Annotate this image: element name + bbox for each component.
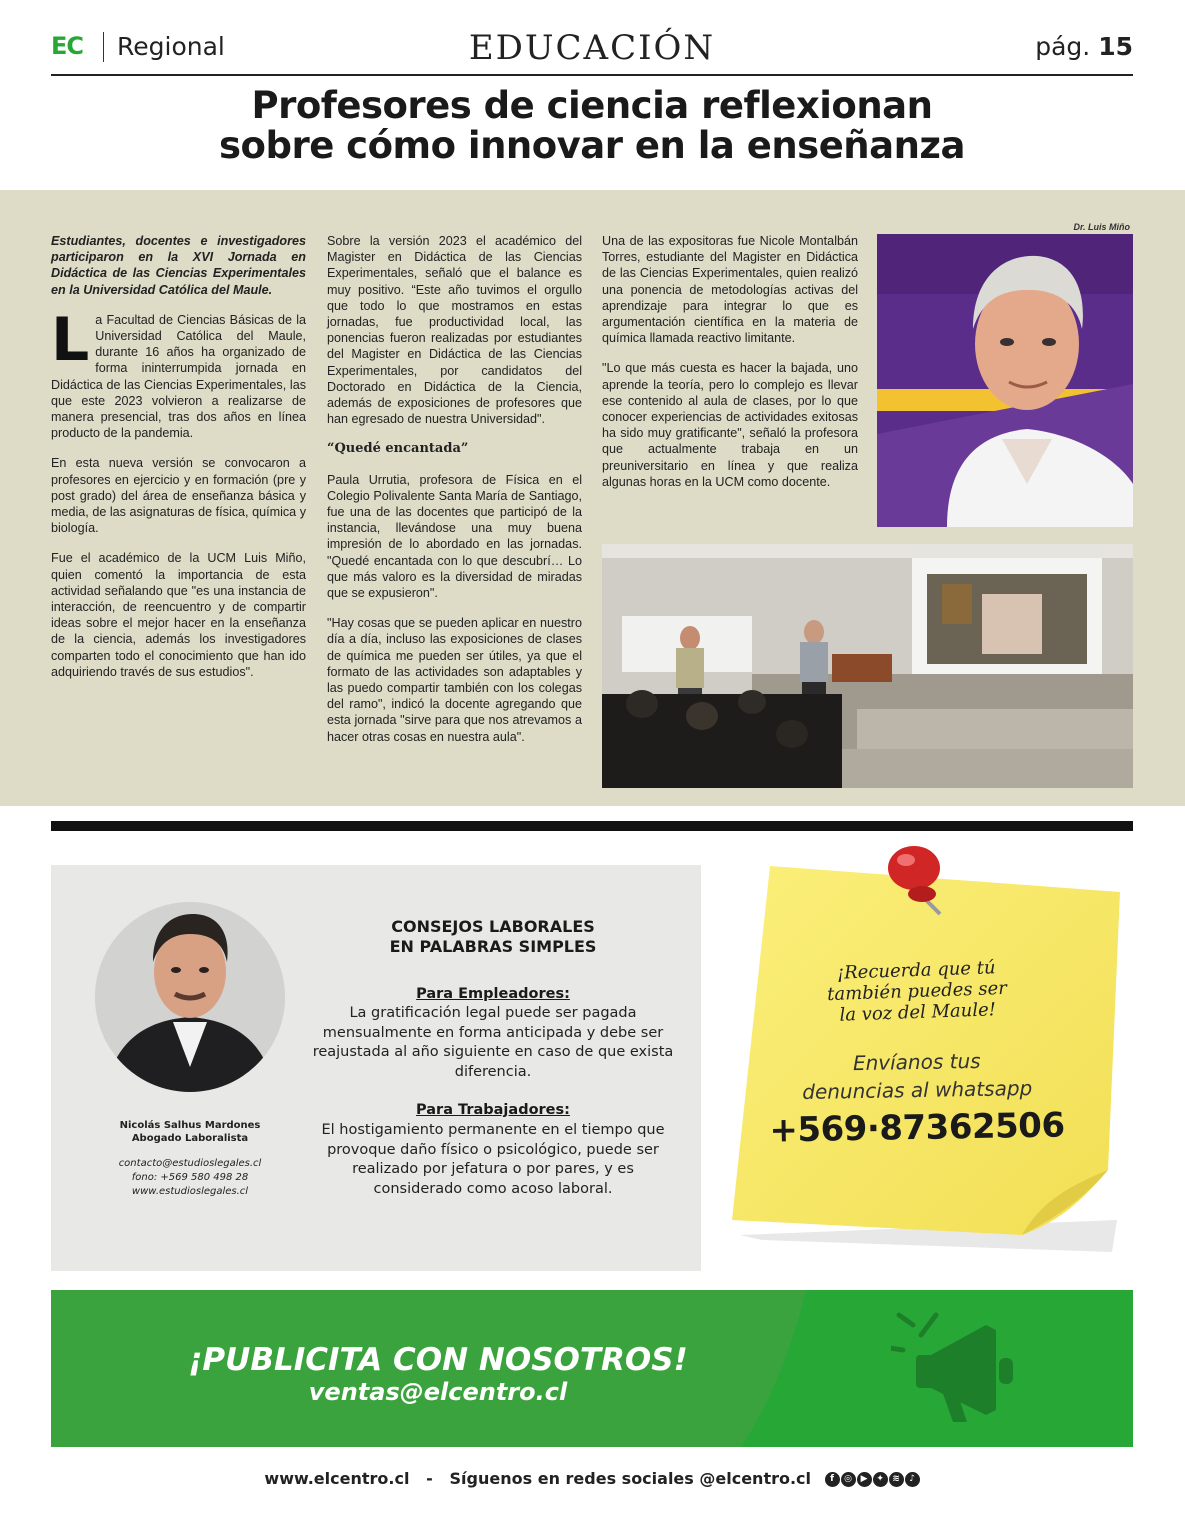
article-paragraph: Una de las expositoras fue Nicole Montalbán Torres, estudiante del Magister en Didáctica de las Ciencias Experimentales, quien realizó una ponencia de metodologías activas del aprendizaje para integrar lo que es argumentación científica en la materia de química llamada reactivo limitante.	[602, 234, 858, 346]
footer-separator: -	[426, 1469, 433, 1488]
lawyer-role: Abogado Laboralista	[131, 1133, 249, 1144]
footer-website[interactable]: www.elcentro.cl	[264, 1469, 410, 1488]
contact-phone: fono: +569 580 498 28	[131, 1172, 249, 1183]
section-separator	[51, 821, 1133, 831]
employers-label: Para Empleadores:	[416, 986, 570, 1002]
article-paragraph: En esta nueva versión se convocaron a profesores en ejercicio y en formación (pre y post grado) del área de enseñanza básica y media, de las asignaturas de física, química y biología.	[51, 456, 306, 536]
youtube-icon[interactable]: ▶	[857, 1472, 872, 1487]
article-column-3	[602, 233, 858, 504]
social-icons	[825, 1469, 921, 1488]
event-photo	[602, 544, 1133, 788]
portrait-illustration	[877, 234, 1133, 527]
lawyer-name-block	[51, 1119, 329, 1145]
lawyer-name: Nicolás Salhus Mardones	[119, 1120, 261, 1131]
employers-text: La gratificación legal puede ser pagada mensualmente en forma anticipada y debe ser reajustada al año siguiente en caso de que exista diferencia.	[312, 1005, 674, 1080]
contact-email[interactable]: contacto@estudioslegales.cl	[118, 1158, 262, 1169]
section-title: EDUCACIÓN	[468, 28, 716, 68]
article-paragraph: "Lo que más cuesta es hacer la bajada, uno aprende la teoría, pero lo complejo es llevar ese contenido al aula de clases, por lo que conocer experiencias de actividades exitosas ha sido muy gratificante", señaló la profesora que actualmente trabaja en un preuniversitario en línea y que realiza algunas horas en la UCM como docente.	[602, 361, 858, 489]
ad-email[interactable]: ventas@elcentro.cl	[308, 1378, 568, 1406]
headline-line-1: Profesores de ciencia reflexionan	[251, 84, 933, 127]
sticky-message	[781, 955, 1053, 1027]
article-paragraph	[51, 304, 306, 442]
article-column-1	[51, 233, 306, 694]
tiktok-icon[interactable]: ♪	[905, 1472, 920, 1487]
headline-line-2: sobre cómo innovar en la enseñanza	[219, 124, 965, 167]
sticky-note-ad	[722, 840, 1133, 1260]
page-header	[51, 28, 1133, 76]
sticky-message-line-3: la voz del Maule!	[839, 999, 997, 1026]
article-paragraph: "Hay cosas que se pueden aplicar en nuestro día a día, incluso las exposiciones de clases de química me pueden ser útiles, ya que el formato de las actividades son adaptables y las puedo compartir también con los colegas del ramo", indicó la docente agregando que esta jornada "sirve para que nos atrevamos a hacer otras cosas en nuestra aula".	[327, 616, 582, 744]
lawyer-avatar	[95, 902, 285, 1092]
page-label: pág.	[1035, 32, 1091, 61]
contact-website[interactable]: www.estudioslegales.cl	[131, 1186, 249, 1197]
portrait-photo	[877, 234, 1133, 527]
page-footer	[0, 1468, 1185, 1492]
facebook-icon[interactable]: f	[825, 1472, 840, 1487]
sticky-message-line-2: también puedes ser	[826, 977, 1008, 1006]
sticky-message-line-1: ¡Recuerda que tú	[836, 957, 996, 984]
advice-title	[311, 917, 675, 957]
article-column-2	[327, 233, 582, 759]
workers-text: El hostigamiento permanente en el tiempo que provoque daño físico o psicológico, puede ser realizado por jefatura o por pares, y es considerado como acoso laboral.	[321, 1122, 665, 1197]
article-lead: Estudiantes, docentes e investigadores participaron en la XVI Jornada en Didáctica de las Ciencias Experimentales en la Universidad Católica del Maule.	[51, 234, 306, 297]
megaphone-icon	[891, 1310, 1031, 1430]
paragraph-text: a Facultad de Ciencias Básicas de la Universidad Católica del Maule, durante 16 años ha organizado de forma ininterrumpida jornada en Didáctica de las Ciencias Experimentales, las que este 2023 volvieron a realizarse de manera presencial, tras dos años en línea producto de la pandemia.	[51, 312, 306, 441]
article-headline	[51, 86, 1133, 166]
page-number	[1035, 32, 1133, 61]
lawyer-illustration	[95, 902, 285, 1092]
event-illustration	[602, 544, 1133, 788]
dropcap: L	[51, 304, 90, 375]
twitter-icon[interactable]: ✦	[873, 1472, 888, 1487]
whatsapp-phone[interactable]: +569·87362506	[769, 1105, 1065, 1151]
article-paragraph: Fue el académico de la UCM Luis Miño, quien comentó la importancia de esta actividad señalando que "es una instancia de interacción, de reencuentro y de compartir ideas sobre el mejor hacer en la enseñanza de la ciencia, además los investigadores comparten todo el conocimiento que han ido adquiriendo través de sus estudios".	[51, 551, 306, 679]
workers-label: Para Trabajadores:	[416, 1102, 570, 1118]
advertise-banner[interactable]	[51, 1290, 1133, 1447]
ad-title: ¡PUBLICITA CON NOSOTROS!	[188, 1342, 688, 1378]
advice-title-line-2: EN PALABRAS SIMPLES	[389, 937, 597, 956]
brand-logo[interactable]: EC	[51, 32, 84, 60]
article-paragraph: Paula Urrutia, profesora de Física en el Colegio Polivalente Santa María de Santiago, fue una de las docentes que participó de la instancia, llevándose una muy buena impresión de lo abordado en las jornadas. "Quedé encantada con lo que descubrí… Lo que más valoro es la diversidad de miradas que se expusieron".	[327, 472, 582, 601]
lawyer-contact	[51, 1157, 329, 1199]
sticky-cta-line-1: Envíanos tus	[852, 1048, 981, 1076]
instagram-icon[interactable]: ◎	[841, 1472, 856, 1487]
section-label: Regional	[117, 32, 225, 61]
sticky-call-to-action	[782, 1046, 1053, 1107]
labor-advice-box	[51, 865, 701, 1271]
footer-social-text: Síguenos en redes sociales @elcentro.cl	[449, 1469, 812, 1488]
photo-credit: Dr. Luis Miño	[1073, 222, 1130, 232]
article-subhead: “Quedé encantada”	[327, 441, 469, 457]
spotify-icon[interactable]: ≋	[889, 1472, 904, 1487]
advice-title-line-1: CONSEJOS LABORALES	[391, 917, 595, 936]
sticky-cta-line-2: denuncias al whatsapp	[802, 1075, 1033, 1105]
article-paragraph: Sobre la versión 2023 el académico del Magister en Didáctica de las Ciencias Experimentales, señaló que el balance es muy positivo. “Este año tuvimos el orgullo que todo lo que mostramos en estas jornadas, fue productividad local, las ponencias fueron realizadas por estudiantes del Magister en Didáctica de las Ciencias Experimentales, por candidatos del Doctorado en Didáctica de la Ciencia, además de exposiciones de profesores que han egresado de nuestra Universidad".	[327, 234, 582, 427]
page-number-value: 15	[1098, 32, 1133, 61]
